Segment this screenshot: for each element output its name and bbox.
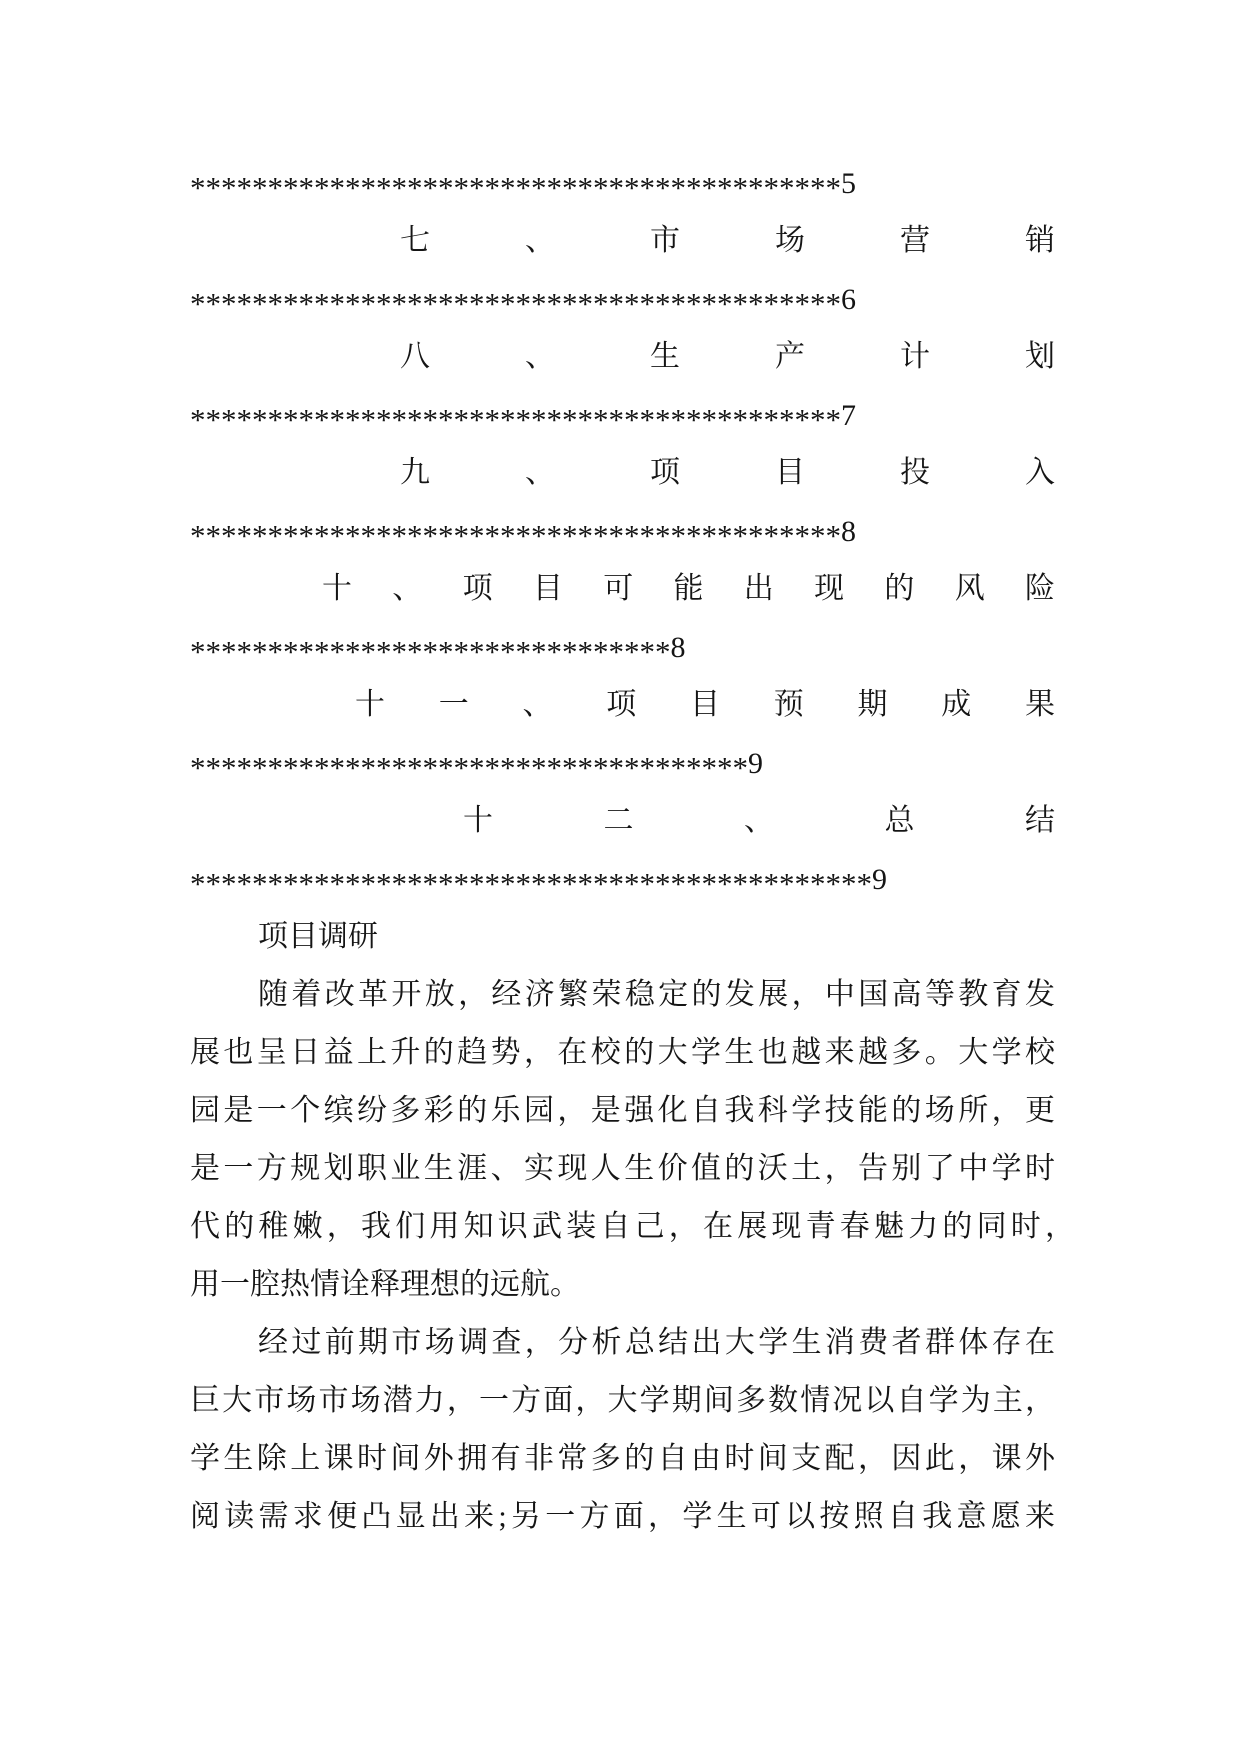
paragraph-line: 代的稚嫩，我们用知识武装自己，在展现青春魅力的同时， (190, 1210, 1075, 1243)
toc-dot-leader: ****************************************** (190, 286, 841, 321)
toc-entry (190, 328, 1055, 444)
toc-dot-leader: ****************************************** (190, 518, 841, 553)
toc-entry-heading: 九、项目投入 (400, 456, 1055, 489)
toc-entry-heading: 八、生产计划 (400, 340, 1055, 373)
toc-entry (190, 444, 1055, 560)
paragraph-line: 是一方规划职业生涯、实现人生价值的沃土，告别了中学时 (190, 1152, 1055, 1185)
paragraph-line: 经过前期市场调查，分析总结出大学生消费者群体存在 (258, 1326, 1055, 1359)
toc-page-number: 8 (670, 631, 686, 664)
paragraph-line: 展也呈日益上升的趋势，在校的大学生也越来越多。大学校 (190, 1036, 1055, 1069)
toc-page-number: 6 (841, 283, 856, 316)
toc-entry-heading: 十二、总结 (463, 804, 1055, 837)
toc-dot-leader: ****************************************** (190, 170, 841, 205)
paragraph-line: 巨大市场市场潜力，一方面，大学期间多数情况以自学为主， (190, 1384, 1055, 1417)
toc-dot-leader: ****************************************** (190, 402, 841, 437)
toc-entry-heading: 十一、项目预期成果 (355, 688, 1055, 721)
toc-entry-heading: 十、项目可能出现的风险 (322, 572, 1055, 605)
toc-dot-leader: ************************************ (190, 750, 748, 785)
toc-dot-leader: ******************************************** (190, 866, 872, 901)
table-of-contents (190, 154, 1055, 908)
page-content (190, 154, 1075, 1546)
toc-entry (190, 676, 1055, 792)
body-paragraph (190, 966, 1075, 1314)
toc-entry (190, 212, 1055, 328)
paragraph-line: 园是一个缤纷多彩的乐园，是强化自我科学技能的场所，更 (190, 1094, 1055, 1127)
toc-leader-line (190, 734, 1055, 792)
toc-entry (190, 792, 1055, 908)
toc-page-number: 8 (841, 515, 856, 548)
paragraph-line: 随着改革开放，经济繁荣稳定的发展，中国高等教育发 (258, 978, 1055, 1011)
toc-leader-line (190, 502, 1055, 560)
paragraph-line: 用一腔热情诠释理想的远航。 (190, 1268, 580, 1301)
toc-leader-line (190, 850, 1055, 908)
toc-page-number: 5 (841, 167, 856, 200)
toc-page-number: 7 (841, 399, 856, 432)
toc-leader-line (190, 618, 1055, 676)
body-paragraph (190, 1314, 1055, 1546)
paragraph-line: 学生除上课时间外拥有非常多的自由时间支配，因此，课外 (190, 1442, 1055, 1475)
toc-entry (190, 560, 1055, 676)
toc-leader-line (190, 386, 1055, 444)
section-title: 项目调研 (258, 920, 378, 953)
toc-page-number: 9 (748, 747, 763, 780)
paragraph-line: 阅读需求便凸显出来;另一方面，学生可以按照自我意愿来 (190, 1500, 1055, 1533)
toc-dot-leader: ******************************* (190, 634, 671, 669)
toc-page-number: 9 (872, 863, 887, 896)
toc-leader-line (190, 270, 1055, 328)
toc-leader-line (190, 154, 1055, 212)
toc-entry-heading: 七、市场营销 (400, 224, 1055, 257)
